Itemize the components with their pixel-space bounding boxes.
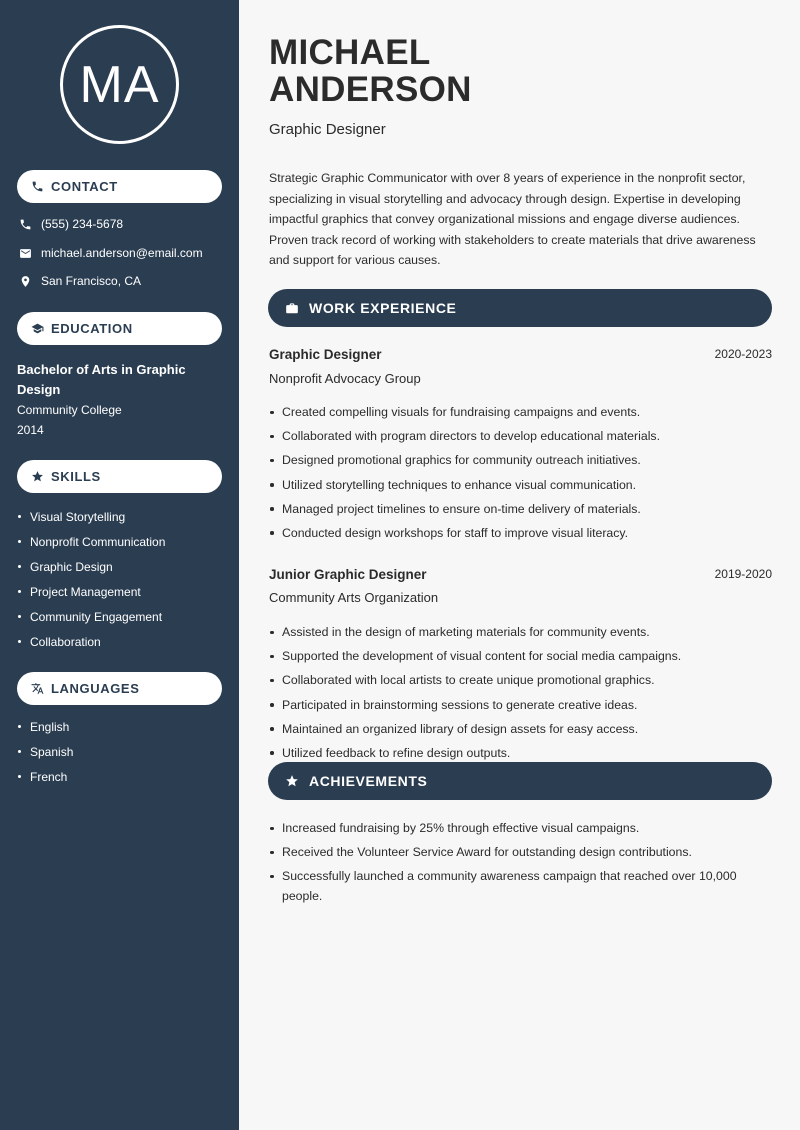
monogram-avatar: MA xyxy=(60,25,179,144)
job-2-organization: Community Arts Organization xyxy=(269,590,439,605)
skills-list xyxy=(18,504,165,654)
briefcase-icon xyxy=(285,301,299,315)
list-item: Utilized feedback to refine design outputs. xyxy=(269,743,772,763)
list-item: Assisted in the design of marketing materials for community events. xyxy=(269,622,772,642)
candidate-name xyxy=(269,34,472,108)
list-item: Community Engagement xyxy=(18,604,165,629)
languages-heading xyxy=(17,672,222,705)
name-line-first: MICHAEL xyxy=(269,33,431,72)
list-item: Collaboration xyxy=(18,629,165,654)
languages-list xyxy=(18,714,73,789)
education-school: Community College xyxy=(17,403,122,417)
list-item: Successfully launched a community awareness campaign that reached over 10,000 people. xyxy=(269,866,772,906)
job-2-bullets xyxy=(269,622,772,767)
contact-location-text: San Francisco, CA xyxy=(41,274,142,288)
skills-heading-label: SKILLS xyxy=(51,469,101,484)
education-year: 2014 xyxy=(17,423,44,437)
list-item: Designed promotional graphics for community outreach initiatives. xyxy=(269,450,772,470)
list-item: Graphic Design xyxy=(18,554,165,579)
star-icon xyxy=(285,774,299,788)
list-item: Nonprofit Communication xyxy=(18,529,165,554)
phone-icon xyxy=(31,180,44,193)
phone-icon xyxy=(18,217,32,231)
contact-phone-text: (555) 234-5678 xyxy=(41,217,124,231)
list-item: Participated in brainstorming sessions to generate creative ideas. xyxy=(269,695,772,715)
list-item: Received the Volunteer Service Award for outstanding design contributions. xyxy=(269,842,772,862)
list-item: English xyxy=(18,714,73,739)
achievements-bullets xyxy=(269,818,772,911)
list-item: Collaborated with program directors to develop educational materials. xyxy=(269,426,772,446)
sidebar xyxy=(0,0,239,1130)
job-title-headline: Graphic Designer xyxy=(269,121,386,138)
job-2-title: Junior Graphic Designer xyxy=(269,567,427,582)
contact-email-text: michael.anderson@email.com xyxy=(41,246,203,260)
education-degree: Bachelor of Arts in Graphic Design xyxy=(17,362,186,397)
list-item: Utilized storytelling techniques to enhance visual communication. xyxy=(269,475,772,495)
list-item: Maintained an organized library of design assets for easy access. xyxy=(269,719,772,739)
list-item: French xyxy=(18,764,73,789)
profile-summary: Strategic Graphic Communicator with over 8 years of experience in the nonprofit sector, specializing in visual storytelling and advocacy through design. Expertise in developing impactful graphics that convey organizational missions and engage diverse audiences. Proven track record of working with stakeholders to create materials that drive awareness and support for various causes. xyxy=(269,171,756,268)
achievements-heading-label: ACHIEVEMENTS xyxy=(309,773,428,789)
contact-email[interactable] xyxy=(18,246,203,260)
education-heading-label: EDUCATION xyxy=(51,321,133,336)
list-item: Spanish xyxy=(18,739,73,764)
achievements-heading xyxy=(268,762,772,800)
translate-icon xyxy=(31,682,44,695)
list-item: Project Management xyxy=(18,579,165,604)
star-icon xyxy=(31,470,44,483)
location-pin-icon xyxy=(18,274,32,288)
name-line-last: ANDERSON xyxy=(269,70,472,109)
languages-heading-label: LANGUAGES xyxy=(51,681,140,696)
list-item: Created compelling visuals for fundraising campaigns and events. xyxy=(269,402,772,422)
list-item: Visual Storytelling xyxy=(18,504,165,529)
skills-heading xyxy=(17,460,222,493)
work-experience-heading xyxy=(268,289,772,327)
list-item: Increased fundraising by 25% through effective visual campaigns. xyxy=(269,818,772,838)
email-icon xyxy=(18,246,32,260)
list-item: Collaborated with local artists to create unique promotional graphics. xyxy=(269,670,772,690)
contact-heading-label: CONTACT xyxy=(51,179,118,194)
contact-heading xyxy=(17,170,222,203)
job-1-organization: Nonprofit Advocacy Group xyxy=(269,371,421,386)
contact-phone[interactable] xyxy=(18,217,123,231)
job-1-title: Graphic Designer xyxy=(269,347,382,362)
job-2-dates: 2019-2020 xyxy=(714,567,772,581)
job-1-dates: 2020-2023 xyxy=(714,347,772,361)
list-item: Conducted design workshops for staff to improve visual literacy. xyxy=(269,523,772,543)
list-item: Supported the development of visual content for social media campaigns. xyxy=(269,646,772,666)
work-experience-heading-label: WORK EXPERIENCE xyxy=(309,300,457,316)
graduation-cap-icon xyxy=(31,322,44,335)
education-heading xyxy=(17,312,222,345)
job-1-bullets xyxy=(269,402,772,547)
list-item: Managed project timelines to ensure on-time delivery of materials. xyxy=(269,499,772,519)
contact-location xyxy=(18,274,141,288)
